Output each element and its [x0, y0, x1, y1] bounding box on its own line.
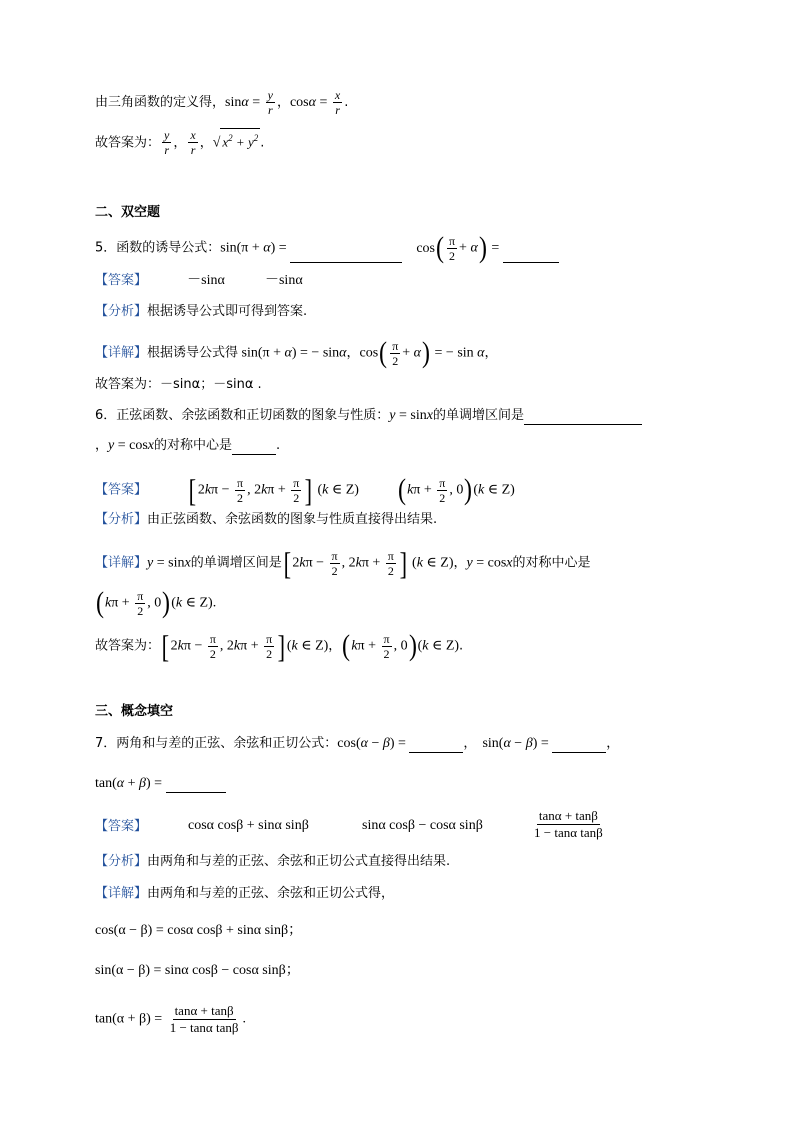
question-5: 5．函数的诱导公式：sin(π + α) = cos( $\frac{\pi}{2}$ + α) = [95, 233, 559, 263]
question-7: 7．两角和与差的正弦、余弦和正切公式：cos(α − β) = ， sin(α − β) = ， [95, 736, 620, 751]
section-title: 二、双空题 [95, 205, 161, 220]
answer-row: 【答案】 [95, 819, 148, 834]
answer-row: 【答案】 －sinα －sinα [95, 273, 303, 288]
question-6: 6．正弦函数、余弦函数和正切函数的图象与性质：y = sinx的单调增区间是 [95, 407, 642, 425]
final-answer: 故答案为：[ 2kπ − $\frac{\pi}{2}$ , 2kπ + $\frac{\pi}{2}$ ] (k ∈ Z)，(kπ + $\frac{\pi}{2}$ , 0)(k ∈ Z). [95, 628, 464, 664]
formula-sin-diff: sin(α − β) = sinα cosβ − cosα sinβ； [95, 963, 300, 978]
answer-row: 【答案】 [ 2kπ − $\frac{\pi}{2}$ , 2kπ + $\frac{\pi}{2}$ ] (k ∈ Z) (kπ + $\frac{\pi}{2}$ , 0)(k ∈ Z) [95, 472, 515, 508]
answer-2: sinα cosβ − cosα sinβ [362, 818, 483, 833]
answer-1: cosα cosβ + sinα sinβ [188, 818, 309, 833]
section-title: 三、概念填空 [95, 704, 174, 719]
detail-row-cont: (kπ + $\frac{\pi}{2}$ , 0)(k ∈ Z). [96, 586, 217, 619]
analysis-row: 【分析】由正弦函数、余弦函数的图象与性质直接得出结果. [95, 512, 438, 527]
formula-tan-sum: tan(α + β) = $\frac{\tan\alpha + \tan\beta}{\text{1 − tanα tanβ}}$ . [95, 1003, 246, 1035]
formula-cos-diff: cos(α − β) = cosα cosβ + sinα sinβ； [95, 923, 303, 938]
detail-row: 【详解】y = sinx的单调增区间是[ 2kπ − $\frac{\pi}{2}$ , 2kπ + $\frac{\pi}{2}$ ] (k ∈ Z)，y = cosx的对称中心是 [95, 545, 591, 581]
question-7-cont: tan(α + β) = [95, 775, 226, 793]
analysis-row: 【分析】由两角和与差的正弦、余弦和正切公式直接得出结果. [95, 854, 451, 869]
final-answer: 故答案为：－sinα；－sinα . [95, 377, 262, 392]
detail-row: 【详解】由两角和与差的正弦、余弦和正切公式得， [95, 886, 395, 901]
answer-3: $\frac{\tan\alpha + \tan\beta}{\text{1 − tanα tanβ}}$ [534, 808, 603, 840]
definition-line: 由三角函数的定义得，sinα = $\frac{y}{r}$ ，cosα = $\frac{x}{r}$ . [95, 88, 349, 117]
detail-row: 【详解】根据诱导公式得 sin(π + α) = − sinα，cos( $\frac{\pi}{2}$ + α) = − sin α， [95, 336, 498, 369]
question-6-cont: ，y = cosx的对称中心是 . [95, 438, 281, 453]
analysis-row: 【分析】根据诱导公式即可得到答案. [95, 304, 308, 319]
answer-line: 故答案为： $\frac{y}{r}$ ， $\frac{x}{r}$ ，√ $x^2 + y^2$ . [95, 128, 265, 158]
